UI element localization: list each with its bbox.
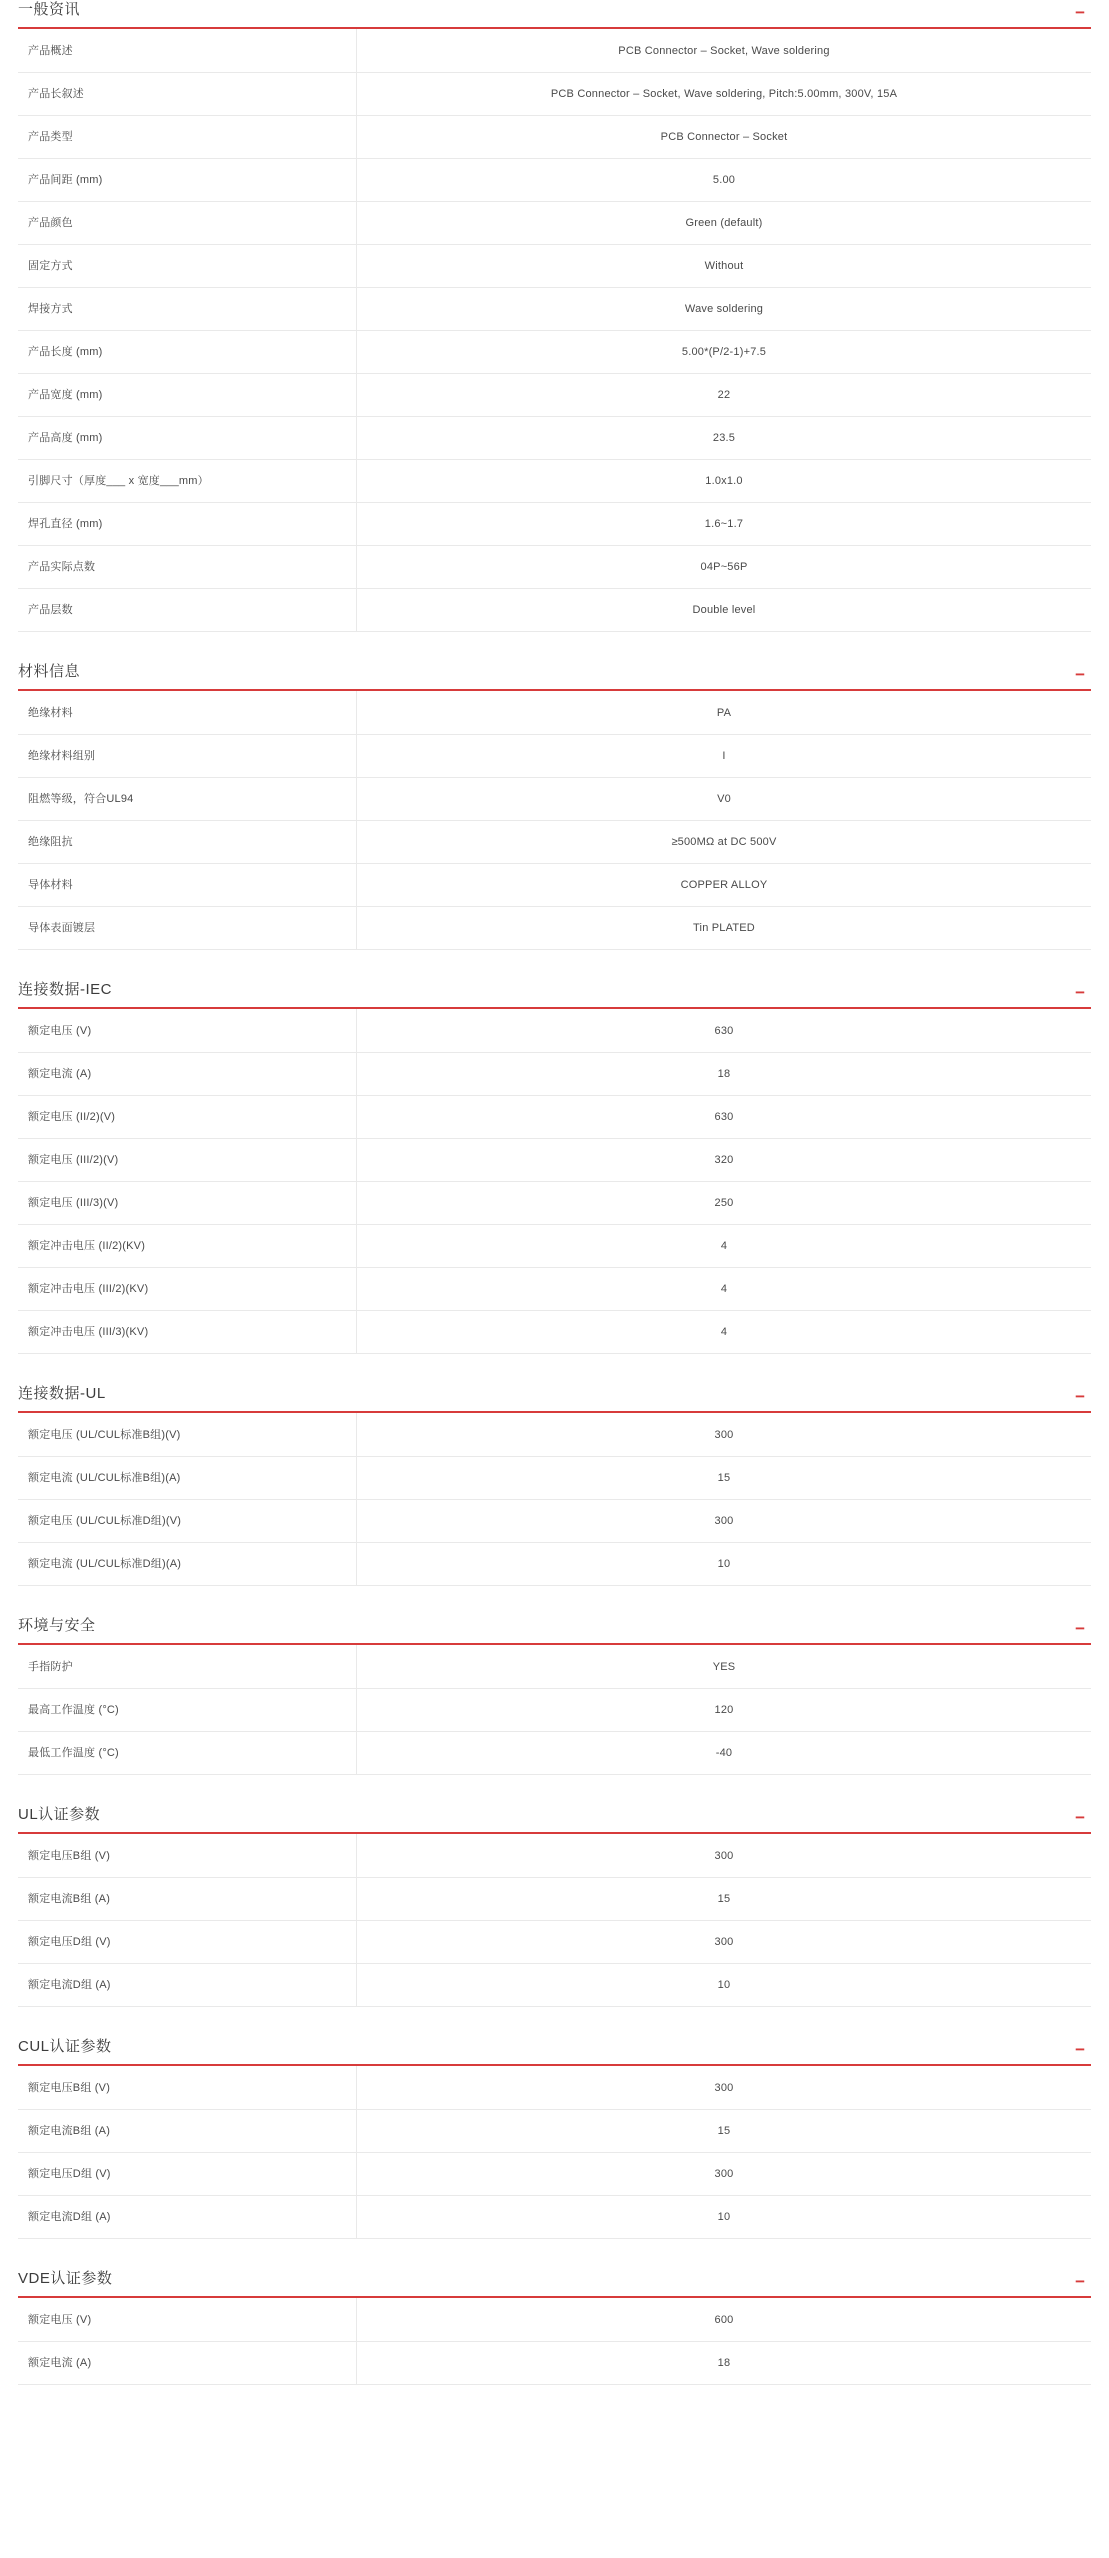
table-row [18,1834,1091,1878]
spec-value: 300 [714,2168,734,2180]
collapse-minus-icon[interactable]: − [1075,983,1085,1002]
table-row [18,1225,1091,1268]
spec-value: 300 [714,1936,734,1948]
spec-key: 绝缘材料 [18,691,357,735]
spec-value: 15 [717,1472,731,1484]
table-row [18,1689,1091,1732]
spec-table [18,1645,1091,1775]
collapse-minus-icon[interactable]: − [1075,1619,1085,1638]
spec-key: 焊孔直径 (mm) [18,503,357,546]
spec-value: 320 [714,1154,734,1166]
spec-key: 产品宽度 (mm) [18,374,357,417]
section-header [18,1805,1091,1834]
spec-key: 额定电流B组 (A) [18,1878,357,1921]
table-row [18,73,1091,116]
table-row [18,691,1091,735]
spec-table [18,2066,1091,2239]
table-row [18,374,1091,417]
spec-key: 产品层数 [18,589,357,632]
table-row [18,116,1091,159]
collapse-minus-icon[interactable]: − [1075,2040,1085,2059]
spec-table [18,1413,1091,1586]
spec-value: 18 [717,1068,731,1080]
spec-value: 4 [720,1240,728,1252]
table-row [18,331,1091,374]
spec-table [18,691,1091,950]
table-row [18,821,1091,864]
spec-key: 产品概述 [18,29,357,73]
section-header [18,662,1091,691]
section-title: 连接数据-IEC [18,981,113,998]
spec-key: 最高工作温度 (°C) [18,1689,357,1732]
table-row [18,2153,1091,2196]
spec-key: 额定电流 (UL/CUL标准B组)(A) [18,1457,357,1500]
table-row [18,864,1091,907]
section-title: VDE认证参数 [18,2270,113,2287]
table-row [18,1921,1091,1964]
spec-key: 阻燃等级，符合UL94 [18,778,357,821]
spec-value: V0 [717,793,731,805]
table-row [18,503,1091,546]
table-row [18,1096,1091,1139]
spec-key: 额定冲击电压 (III/3)(KV) [18,1311,357,1354]
spec-key: 额定电流 (A) [18,1053,357,1096]
spec-table [18,2298,1091,2385]
spec-key: 最低工作温度 (°C) [18,1732,357,1775]
spec-section [18,1805,1091,2007]
spec-value: YES [712,1661,736,1673]
spec-value: ≥500MΩ at DC 500V [671,836,777,848]
table-row [18,1139,1091,1182]
section-header [18,1384,1091,1413]
table-row [18,1500,1091,1543]
table-row [18,2196,1091,2239]
section-title: 环境与安全 [18,1617,96,1634]
spec-key: 产品类型 [18,116,357,159]
section-title: CUL认证参数 [18,2038,112,2055]
spec-key: 手指防护 [18,1645,357,1689]
table-row [18,1964,1091,2007]
spec-value: PA [716,707,732,719]
section-header [18,1616,1091,1645]
spec-value: 300 [714,1515,734,1527]
spec-value: 5.00*(P/2-1)+7.5 [681,346,767,358]
table-row [18,159,1091,202]
table-row [18,1732,1091,1775]
spec-key: 额定电流 (UL/CUL标准D组)(A) [18,1543,357,1586]
collapse-minus-icon[interactable]: − [1075,2272,1085,2291]
spec-value: Without [704,260,744,272]
section-title: UL认证参数 [18,1806,101,1823]
spec-key: 额定电压 (II/2)(V) [18,1096,357,1139]
collapse-minus-icon[interactable]: − [1075,3,1085,22]
spec-key: 额定电压 (III/2)(V) [18,1139,357,1182]
spec-section [18,0,1091,632]
spec-section [18,980,1091,1354]
spec-section [18,2269,1091,2385]
spec-value: 15 [717,2125,731,2137]
collapse-minus-icon[interactable]: − [1075,665,1085,684]
spec-value: 18 [717,2357,731,2369]
spec-key: 额定电压 (III/3)(V) [18,1182,357,1225]
spec-key: 额定冲击电压 (III/2)(KV) [18,1268,357,1311]
spec-value: 10 [717,2211,731,2223]
table-row [18,1878,1091,1921]
spec-value: -40 [715,1747,733,1759]
table-row [18,417,1091,460]
table-row [18,2342,1091,2385]
spec-value: 600 [714,2314,734,2326]
spec-section [18,1616,1091,1775]
spec-key: 引脚尺寸（厚度___ x 宽度___mm） [18,460,357,503]
table-row [18,1009,1091,1053]
table-row [18,1268,1091,1311]
table-row [18,2066,1091,2110]
spec-table [18,1834,1091,2007]
section-title: 材料信息 [18,663,81,680]
spec-section [18,662,1091,950]
spec-value: 300 [714,2082,734,2094]
spec-key: 产品间距 (mm) [18,159,357,202]
spec-key: 产品长度 (mm) [18,331,357,374]
spec-key: 额定电压B组 (V) [18,1834,357,1878]
spec-value: 630 [714,1025,734,1037]
spec-value: COPPER ALLOY [680,879,768,891]
spec-value: Double level [692,604,756,616]
table-row [18,1645,1091,1689]
table-row [18,1457,1091,1500]
table-row [18,245,1091,288]
section-header [18,2037,1091,2066]
table-row [18,29,1091,73]
spec-key: 额定电压D组 (V) [18,2153,357,2196]
spec-key: 绝缘材料组别 [18,735,357,778]
spec-value: 23.5 [712,432,736,444]
spec-key: 额定电压 (UL/CUL标准D组)(V) [18,1500,357,1543]
spec-value: Wave soldering [684,303,764,315]
spec-key: 额定电压 (V) [18,2298,357,2342]
table-row [18,1413,1091,1457]
spec-table [18,29,1091,632]
spec-key: 额定电压 (UL/CUL标准B组)(V) [18,1413,357,1457]
spec-value: 630 [714,1111,734,1123]
table-row [18,202,1091,245]
table-row [18,907,1091,950]
spec-section [18,1384,1091,1586]
section-header [18,0,1091,29]
spec-key: 绝缘阻抗 [18,821,357,864]
spec-value: 1.0x1.0 [705,475,743,487]
spec-key: 额定电压B组 (V) [18,2066,357,2110]
spec-value: Tin PLATED [693,922,755,934]
spec-value: 4 [720,1283,728,1295]
table-row [18,2298,1091,2342]
spec-value: I [722,750,726,762]
spec-key: 导体表面镀层 [18,907,357,950]
spec-key: 额定电压 (V) [18,1009,357,1053]
table-row [18,1053,1091,1096]
spec-value: 250 [714,1197,734,1209]
table-row [18,1182,1091,1225]
spec-value: 10 [717,1558,731,1570]
table-row [18,735,1091,778]
spec-value: PCB Connector – Socket, Wave soldering, Pitch:5.00mm, 300V, 15A [550,88,898,100]
spec-key: 额定电压D组 (V) [18,1921,357,1964]
table-row [18,546,1091,589]
spec-value: 4 [720,1326,728,1338]
spec-key: 产品高度 (mm) [18,417,357,460]
spec-key: 额定冲击电压 (II/2)(KV) [18,1225,357,1268]
collapse-minus-icon[interactable]: − [1075,1387,1085,1406]
spec-value: PCB Connector – Socket [660,131,788,143]
table-row [18,1311,1091,1354]
table-row [18,460,1091,503]
section-title: 一般资讯 [18,1,81,18]
spec-value: Green (default) [685,217,763,229]
spec-value: 15 [717,1893,731,1905]
section-header [18,2269,1091,2298]
table-row [18,589,1091,632]
spec-value: 22 [717,389,731,401]
spec-value: 5.00 [712,174,736,186]
spec-value: 10 [717,1979,731,1991]
table-row [18,1543,1091,1586]
table-row [18,2110,1091,2153]
spec-section [18,2037,1091,2239]
spec-value: 1.6~1.7 [704,518,744,530]
spec-key: 产品长叙述 [18,73,357,116]
spec-key: 固定方式 [18,245,357,288]
spec-key: 额定电流 (A) [18,2342,357,2385]
spec-value: 120 [714,1704,734,1716]
spec-key: 额定电流D组 (A) [18,1964,357,2007]
collapse-minus-icon[interactable]: − [1075,1808,1085,1827]
section-title: 连接数据-UL [18,1385,106,1402]
spec-key: 产品实际点数 [18,546,357,589]
section-header [18,980,1091,1009]
spec-key: 额定电流D组 (A) [18,2196,357,2239]
spec-table [18,1009,1091,1354]
spec-value: PCB Connector – Socket, Wave soldering [618,45,830,57]
spec-value: 300 [714,1429,734,1441]
spec-key: 产品颜色 [18,202,357,245]
table-row [18,288,1091,331]
table-row [18,778,1091,821]
spec-value: 04P~56P [700,561,748,573]
spec-key: 焊接方式 [18,288,357,331]
spec-value: 300 [714,1850,734,1862]
spec-key: 额定电流B组 (A) [18,2110,357,2153]
spec-key: 导体材料 [18,864,357,907]
